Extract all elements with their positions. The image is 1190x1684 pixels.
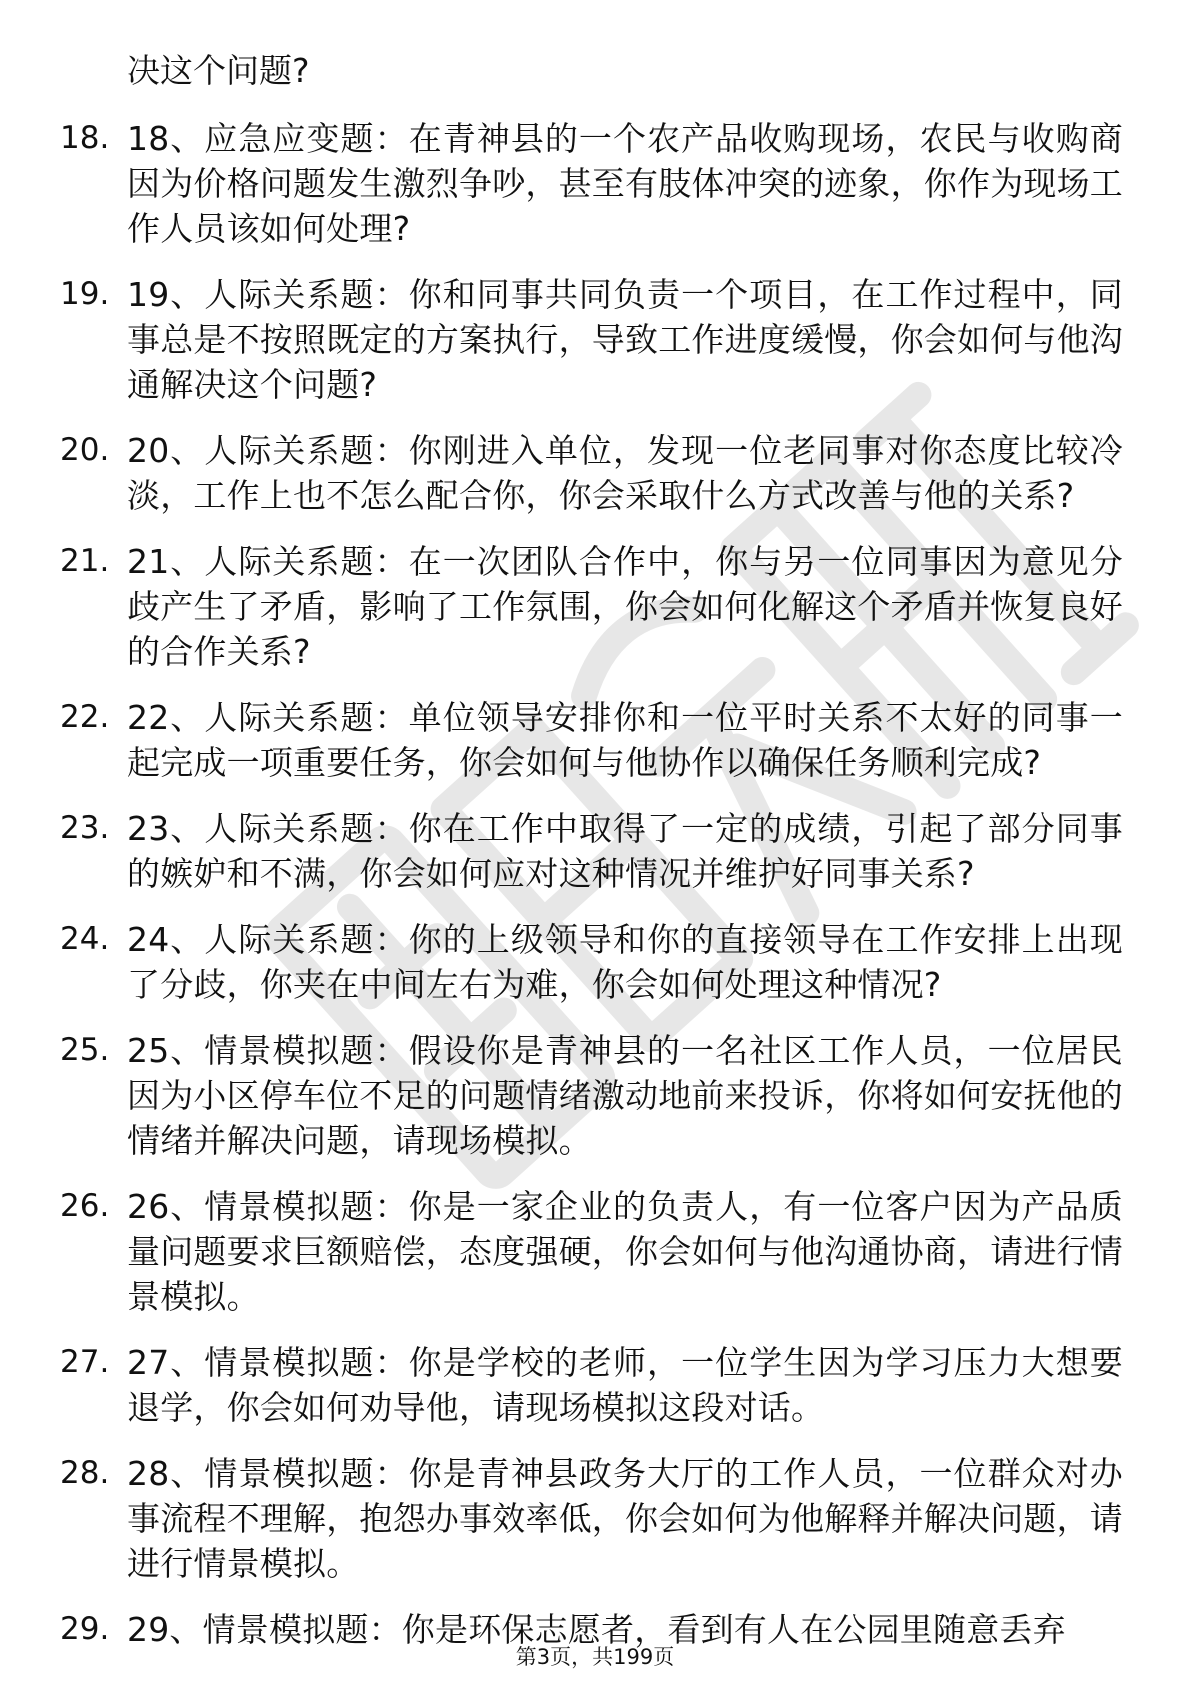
question-text: 24、人际关系题：你的上级领导和你的直接领导在工作安排上出现了分歧，你夹在中间左右为难，你会如何处理这种情况?	[127, 920, 1123, 1004]
question-text: 18、应急应变题：在青神县的一个农产品收购现场，农民与收购商因为价格问题发生激烈争吵，甚至有肢体冲突的迹象，你作为现场工作人员该如何处理?	[127, 119, 1123, 248]
question-number: 25.	[60, 1032, 110, 1068]
question-text: 26、情景模拟题：你是一家企业的负责人，有一位客户因为产品质量问题要求巨额赔偿，态度强硬，你会如何与他沟通协商，请进行情景模拟。	[127, 1187, 1123, 1316]
question-item	[0, 1340, 1190, 1430]
question-number: 21.	[60, 543, 110, 579]
question-number: 22.	[60, 699, 110, 735]
question-item	[0, 806, 1190, 896]
question-text: 22、人际关系题：单位领导安排你和一位平时关系不太好的同事一起完成一项重要任务，你会如何与他协作以确保任务顺利完成?	[127, 698, 1123, 782]
question-text: 20、人际关系题：你刚进入单位，发现一位老同事对你态度比较冷淡，工作上也不怎么配合你，你会采取什么方式改善与他的关系?	[127, 431, 1123, 515]
question-number: 26.	[60, 1188, 110, 1224]
question-text: 19、人际关系题：你和同事共同负责一个项目，在工作过程中，同事总是不按照既定的方案执行，导致工作进度缓慢，你会如何与他沟通解决这个问题?	[127, 275, 1123, 404]
question-text: 25、情景模拟题：假设你是青神县的一名社区工作人员，一位居民因为小区停车位不足的问题情绪激动地前来投诉，你将如何安抚他的情绪并解决问题，请现场模拟。	[127, 1031, 1123, 1160]
question-item	[0, 1184, 1190, 1319]
question-item	[0, 272, 1190, 407]
continuation-text: 决这个问题?	[127, 51, 310, 90]
question-number: 23.	[60, 810, 110, 846]
question-item	[0, 116, 1190, 251]
question-number: 29.	[60, 1611, 110, 1647]
question-text: 29、情景模拟题：你是环保志愿者，看到有人在公园里随意丢弃	[127, 1610, 1066, 1649]
question-number: 20.	[60, 432, 110, 468]
question-number: 18.	[60, 120, 110, 156]
question-item	[0, 1028, 1190, 1163]
question-number: 28.	[60, 1455, 110, 1491]
question-item	[0, 695, 1190, 785]
question-text: 28、情景模拟题：你是青神县政务大厅的工作人员，一位群众对办事流程不理解，抱怨办事效率低，你会如何为他解释并解决问题，请进行情景模拟。	[127, 1454, 1123, 1583]
question-list	[0, 116, 1190, 1673]
question-item	[0, 428, 1190, 518]
question-text: 27、情景模拟题：你是学校的老师，一位学生因为学习压力大想要退学，你会如何劝导他，请现场模拟这段对话。	[127, 1343, 1123, 1427]
question-text: 23、人际关系题：你在工作中取得了一定的成绩，引起了部分同事的嫉妒和不满，你会如何应对这种情况并维护好同事关系?	[127, 809, 1123, 893]
question-item	[0, 539, 1190, 674]
question-number: 24.	[60, 921, 110, 957]
question-item	[0, 1451, 1190, 1586]
question-number: 27.	[60, 1344, 110, 1380]
question-item	[0, 917, 1190, 1007]
question-text: 21、人际关系题：在一次团队合作中，你与另一位同事因为意见分歧产生了矛盾，影响了工作氛围，你会如何化解这个矛盾并恢复良好的合作关系?	[127, 542, 1123, 671]
page-footer: 第3页，共199页	[515, 1645, 675, 1669]
question-number: 19.	[60, 276, 110, 312]
